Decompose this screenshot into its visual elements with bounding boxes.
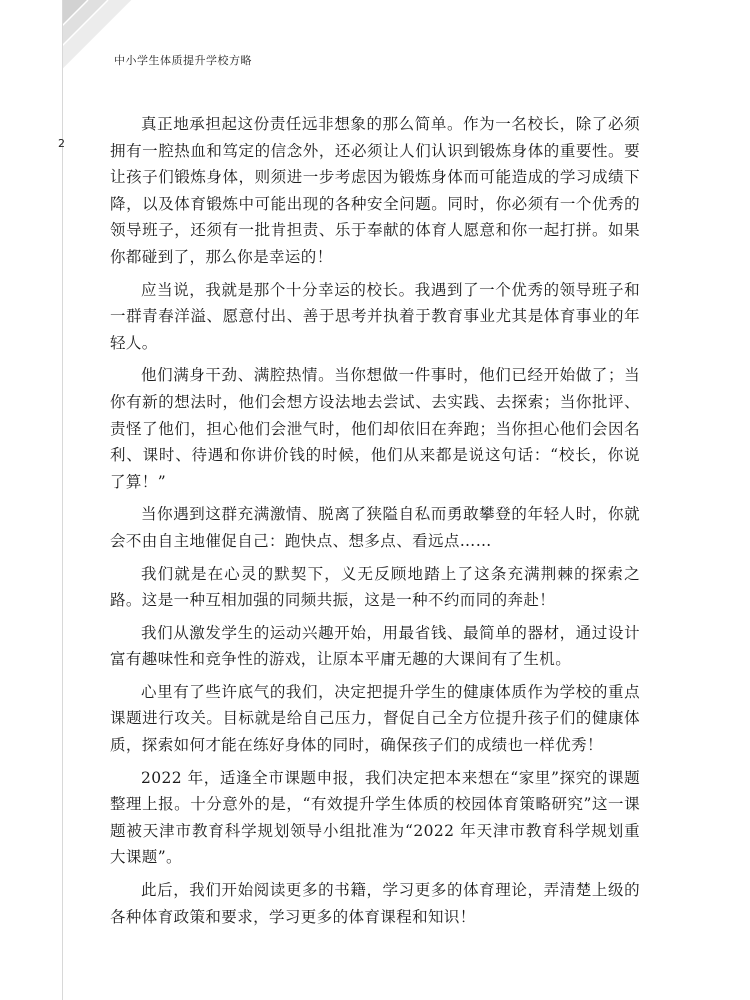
paragraph: 应当说，我就是那个十分幸运的校长。我遇到了一个优秀的领导班子和一群青春洋溢、愿意付出、善于思考并执着于教育事业尤其是体育事业的年轻人。 (110, 280, 640, 352)
running-head: 中小学生体质提升学校方略 (114, 54, 252, 67)
paragraph: 真正地承担起这份责任远非想象的那么简单。作为一名校长，除了必须拥有一腔热血和笃定的信念外，还必须让人们认识到锻炼身体的重要性。要让孩子们锻炼身体，则须进一步考虑因为锻炼身体而可能造成的学习成绩下降，以及体育锻炼中可能出现的各种安全问题。同时，你必须有一个优秀的领导班子，还须有一批肯担责、乐于奉献的体育人愿意和你一起打拼。如果你都碰到了，那么你是幸运的！ (110, 115, 640, 266)
body-text (110, 111, 640, 936)
paragraph: 2022 年，适逢全市课题申报，我们决定把本来想在“家里”探究的课题整理上报。十分意外的是，“有效提升学生体质的校园体育策略研究”这一课题被天津市教育科学规划领导小组批准为“2022 年天津市教育科学规划重大课题”。 (110, 768, 640, 867)
paragraph: 当你遇到这群充满激情、脱离了狭隘自私而勇敢攀登的年轻人时，你就会不由自主地催促自己：跑快点、想多点、看远点…… (110, 505, 640, 550)
paragraph: 心里有了些许底气的我们，决定把提升学生的健康体质作为学校的重点课题进行攻关。目标就是给自己压力，督促自己全方位提升孩子们的健康体质，探索如何才能在练好身体的同时，确保孩子们的成绩也一样优秀！ (110, 682, 640, 755)
page-number: 2 (58, 137, 65, 150)
paragraph: 此后，我们开始阅读更多的书籍，学习更多的体育理论，弄清楚上级的各种体育政策和要求，学习更多的体育课程和知识！ (110, 881, 640, 926)
margin-rule (62, 0, 63, 1000)
paragraph: 他们满身干劲、满腔热情。当你想做一件事时，他们已经开始做了；当你有新的想法时，他们会想方设法地去尝试、去实践、去探索；当你批评、责怪了他们，担心他们会泄气时，他们却依旧在奔跑；当你担心他们会因名利、课时、待遇和你讲价钱的时候，他们从来都是说这句话：“校长，你说了算！” (110, 366, 640, 491)
paragraph: 我们从激发学生的运动兴趣开始，用最省钱、最简单的器材，通过设计富有趣味性和竞争性的游戏，让原本平庸无趣的大课间有了生机。 (110, 623, 640, 669)
paragraph: 我们就是在心灵的默契下，义无反顾地踏上了这条充满荆棘的探索之路。这是一种互相加强的同频共振，这是一种不约而同的奔赴！ (110, 564, 640, 610)
